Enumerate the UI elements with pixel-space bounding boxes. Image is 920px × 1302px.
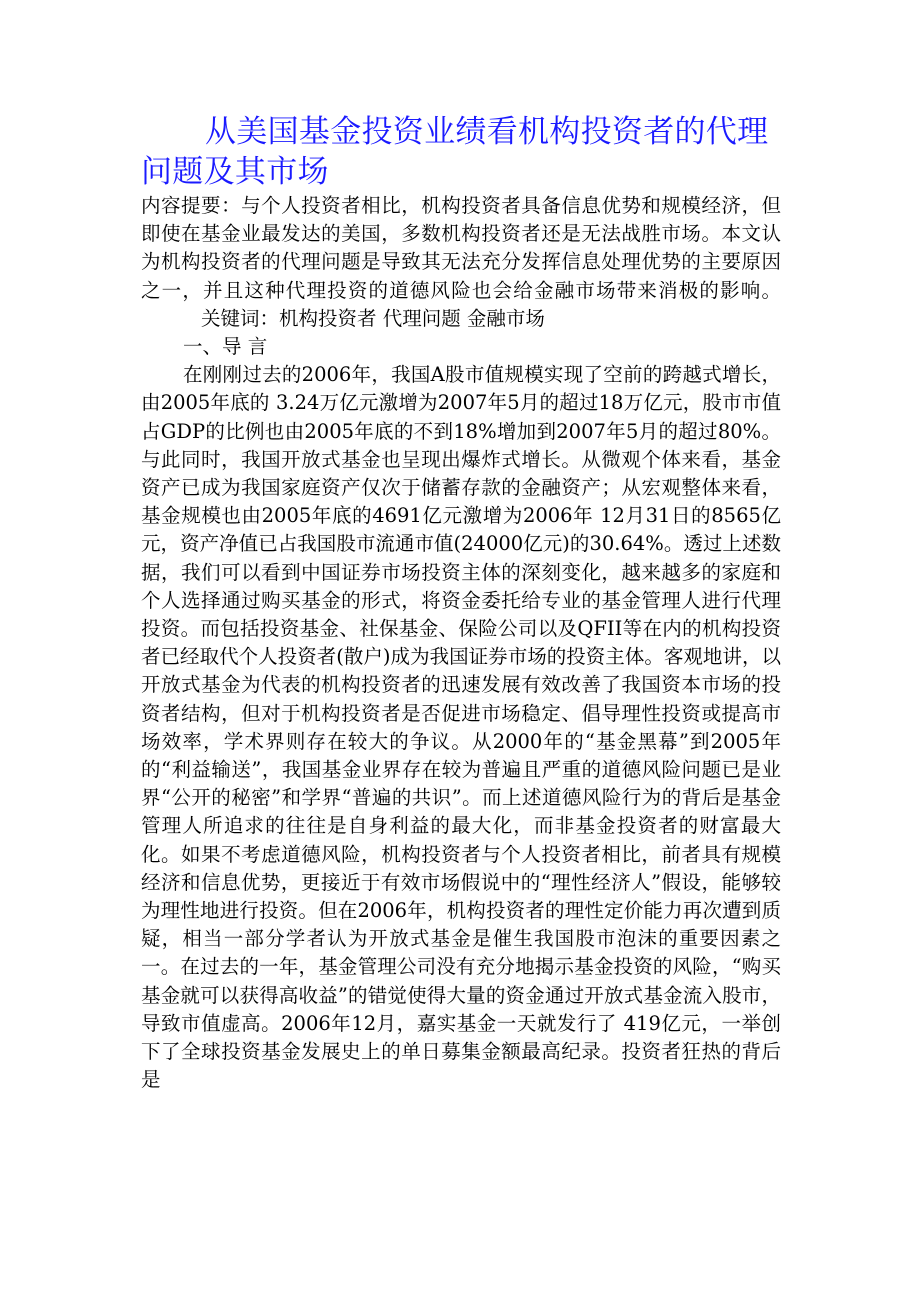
- abstract-text: 内容提要：与个人投资者相比，机构投资者具备信息优势和规模经济，但即使在基金业最发达的美国，多数机构投资者还是无法战胜市场。本文认为机构投资者的代理问题是导致其无法充分发挥信息处理优势的主要原因之一，并且这种代理投资的道德风险也会给金融市场带来消极的影响。: [141, 194, 781, 302]
- document-title: 从美国基金投资业绩看机构投资者的代理问题及其市场: [141, 114, 769, 190]
- keywords-text: 关键词：机构投资者 代理问题 金融市场: [201, 306, 545, 330]
- abstract-paragraph: [141, 192, 781, 333]
- body-paragraph: 在刚刚过去的2006年，我国A股市值规模实现了空前的跨越式增长，由2005年底的 3.24万亿元激增为2007年5月的超过18万亿元，股市市值占GDP的比例也由2005年底的不到18%增加到2007年5月的超过80%。与此同时，我国开放式基金也呈现出爆炸式增长。从微观个体来看，基金资产已成为我国家庭资产仅次于储蓄存款的金融资产；从宏观整体来看，基金规模也由2005年底的4691亿元激增为2006年 12月31日的8565亿元，资产净值已占我国股市流通市值(24000亿元)的30.64%。透过上述数据，我们可以看到中国证券市场投资主体的深刻变化，越来越多的家庭和个人选择通过购买基金的形式，将资金委托给专业的基金管理人进行代理投资。而包括投资基金、社保基金、保险公司以及QFII等在内的机构投资者已经取代个人投资者(散户)成为我国证券市场的投资主体。客观地讲，以开放式基金为代表的机构投资者的迅速发展有效改善了我国资本市场的投资者结构，但对于机构投资者是否促进市场稳定、倡导理性投资或提高市场效率，学术界则存在较大的争议。从2000年的“基金黑幕”到2005年的“利益输送”，我国基金业界存在较为普遍且严重的道德风险问题已是业界“公开的秘密”和学界“普遍的共识”。而上述道德风险行为的背后是基金管理人所追求的往往是自身利益的最大化，而非基金投资者的财富最大化。如果不考虑道德风险，机构投资者与个人投资者相比，前者具有规模经济和信息优势，更接近于有效市场假说中的“理性经济人”假设，能够较为理性地进行投资。但在2006年，机构投资者的理性定价能力再次遭到质疑，相当一部分学者认为开放式基金是催生我国股市泡沫的重要因素之一。在过去的一年，基金管理公司没有充分地揭示基金投资的风险，“购买基金就可以获得高收益”的错觉使得大量的资金通过开放式基金流入股市，导致市值虚高。2006年12月，嘉实基金一天就发行了 419亿元，一举创下了全球投资基金发展史上的单日募集金额最高纪录。投资者狂热的背后是: [141, 363, 781, 1092]
- section-heading: 一、导 言: [183, 335, 268, 359]
- document-page: [141, 112, 781, 1095]
